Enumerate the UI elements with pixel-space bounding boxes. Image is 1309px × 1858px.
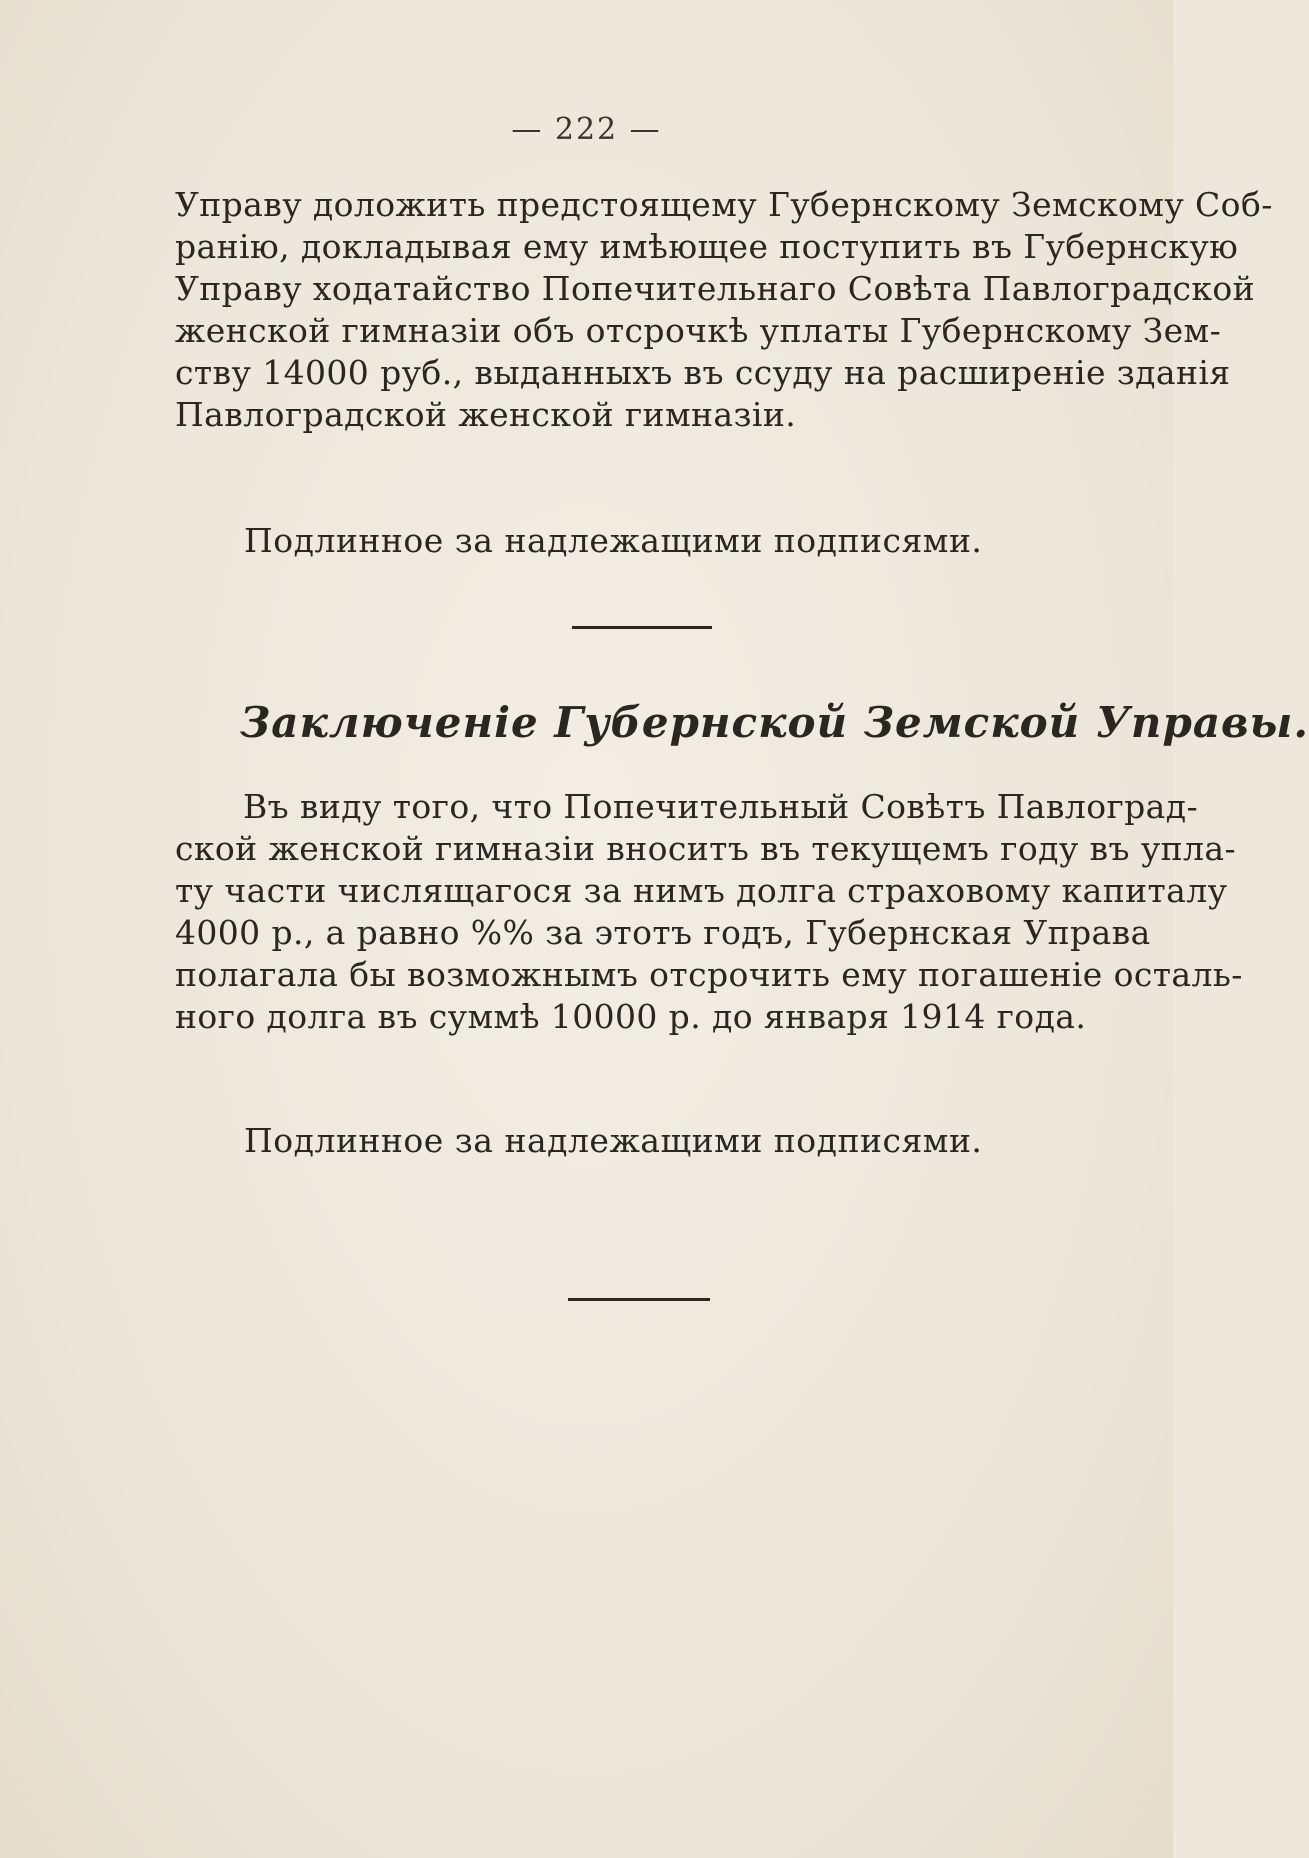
paragraph-line: ству 14000 руб., выданныхъ въ ссуду на расширеніе зданія — [175, 353, 1231, 392]
paragraph-line: Управу доложить предстоящему Губернскому Земскому Соб- — [175, 185, 1273, 224]
paragraph-line: ту части числящагося за нимъ долга страховому капиталу — [175, 871, 1228, 910]
paragraph-line: ской женской гимназіи вноситъ въ текущемъ году въ упла- — [175, 829, 1237, 868]
page-number: — 222 — — [511, 112, 662, 147]
signature-note: Подлинное за надлежащими подписями. — [244, 1121, 983, 1160]
paragraph-line: ного долга въ суммѣ 10000 р. до января 1914 года. — [175, 997, 1087, 1036]
section-divider — [568, 1298, 710, 1301]
section-divider — [572, 626, 712, 629]
paragraph-line: женской гимназіи объ отсрочкѣ уплаты Губернскому Зем- — [175, 311, 1222, 350]
paragraph-line: Управу ходатайство Попечительнаго Совѣта Павлоградской — [175, 269, 1256, 308]
paragraph-line: полагала бы возможнымъ отсрочить ему погашеніе осталь- — [175, 955, 1243, 994]
paragraph-line: Въ виду того, что Попечительный Совѣтъ Павлоград- — [243, 787, 1199, 826]
paragraph-line: 4000 р., а равно %% за этотъ годъ, Губернская Управа — [175, 913, 1151, 952]
signature-note: Подлинное за надлежащими подписями. — [244, 521, 983, 560]
paragraph-resolution — [175, 184, 1273, 436]
paragraph-conclusion — [175, 786, 1243, 1038]
section-heading: Заключеніе Губернской Земской Управы. — [240, 698, 1309, 747]
paragraph-line: ранію, докладывая ему имѣющее поступить въ Губернскую — [175, 227, 1239, 266]
paragraph-line: Павлоградской женской гимназіи. — [175, 395, 797, 434]
